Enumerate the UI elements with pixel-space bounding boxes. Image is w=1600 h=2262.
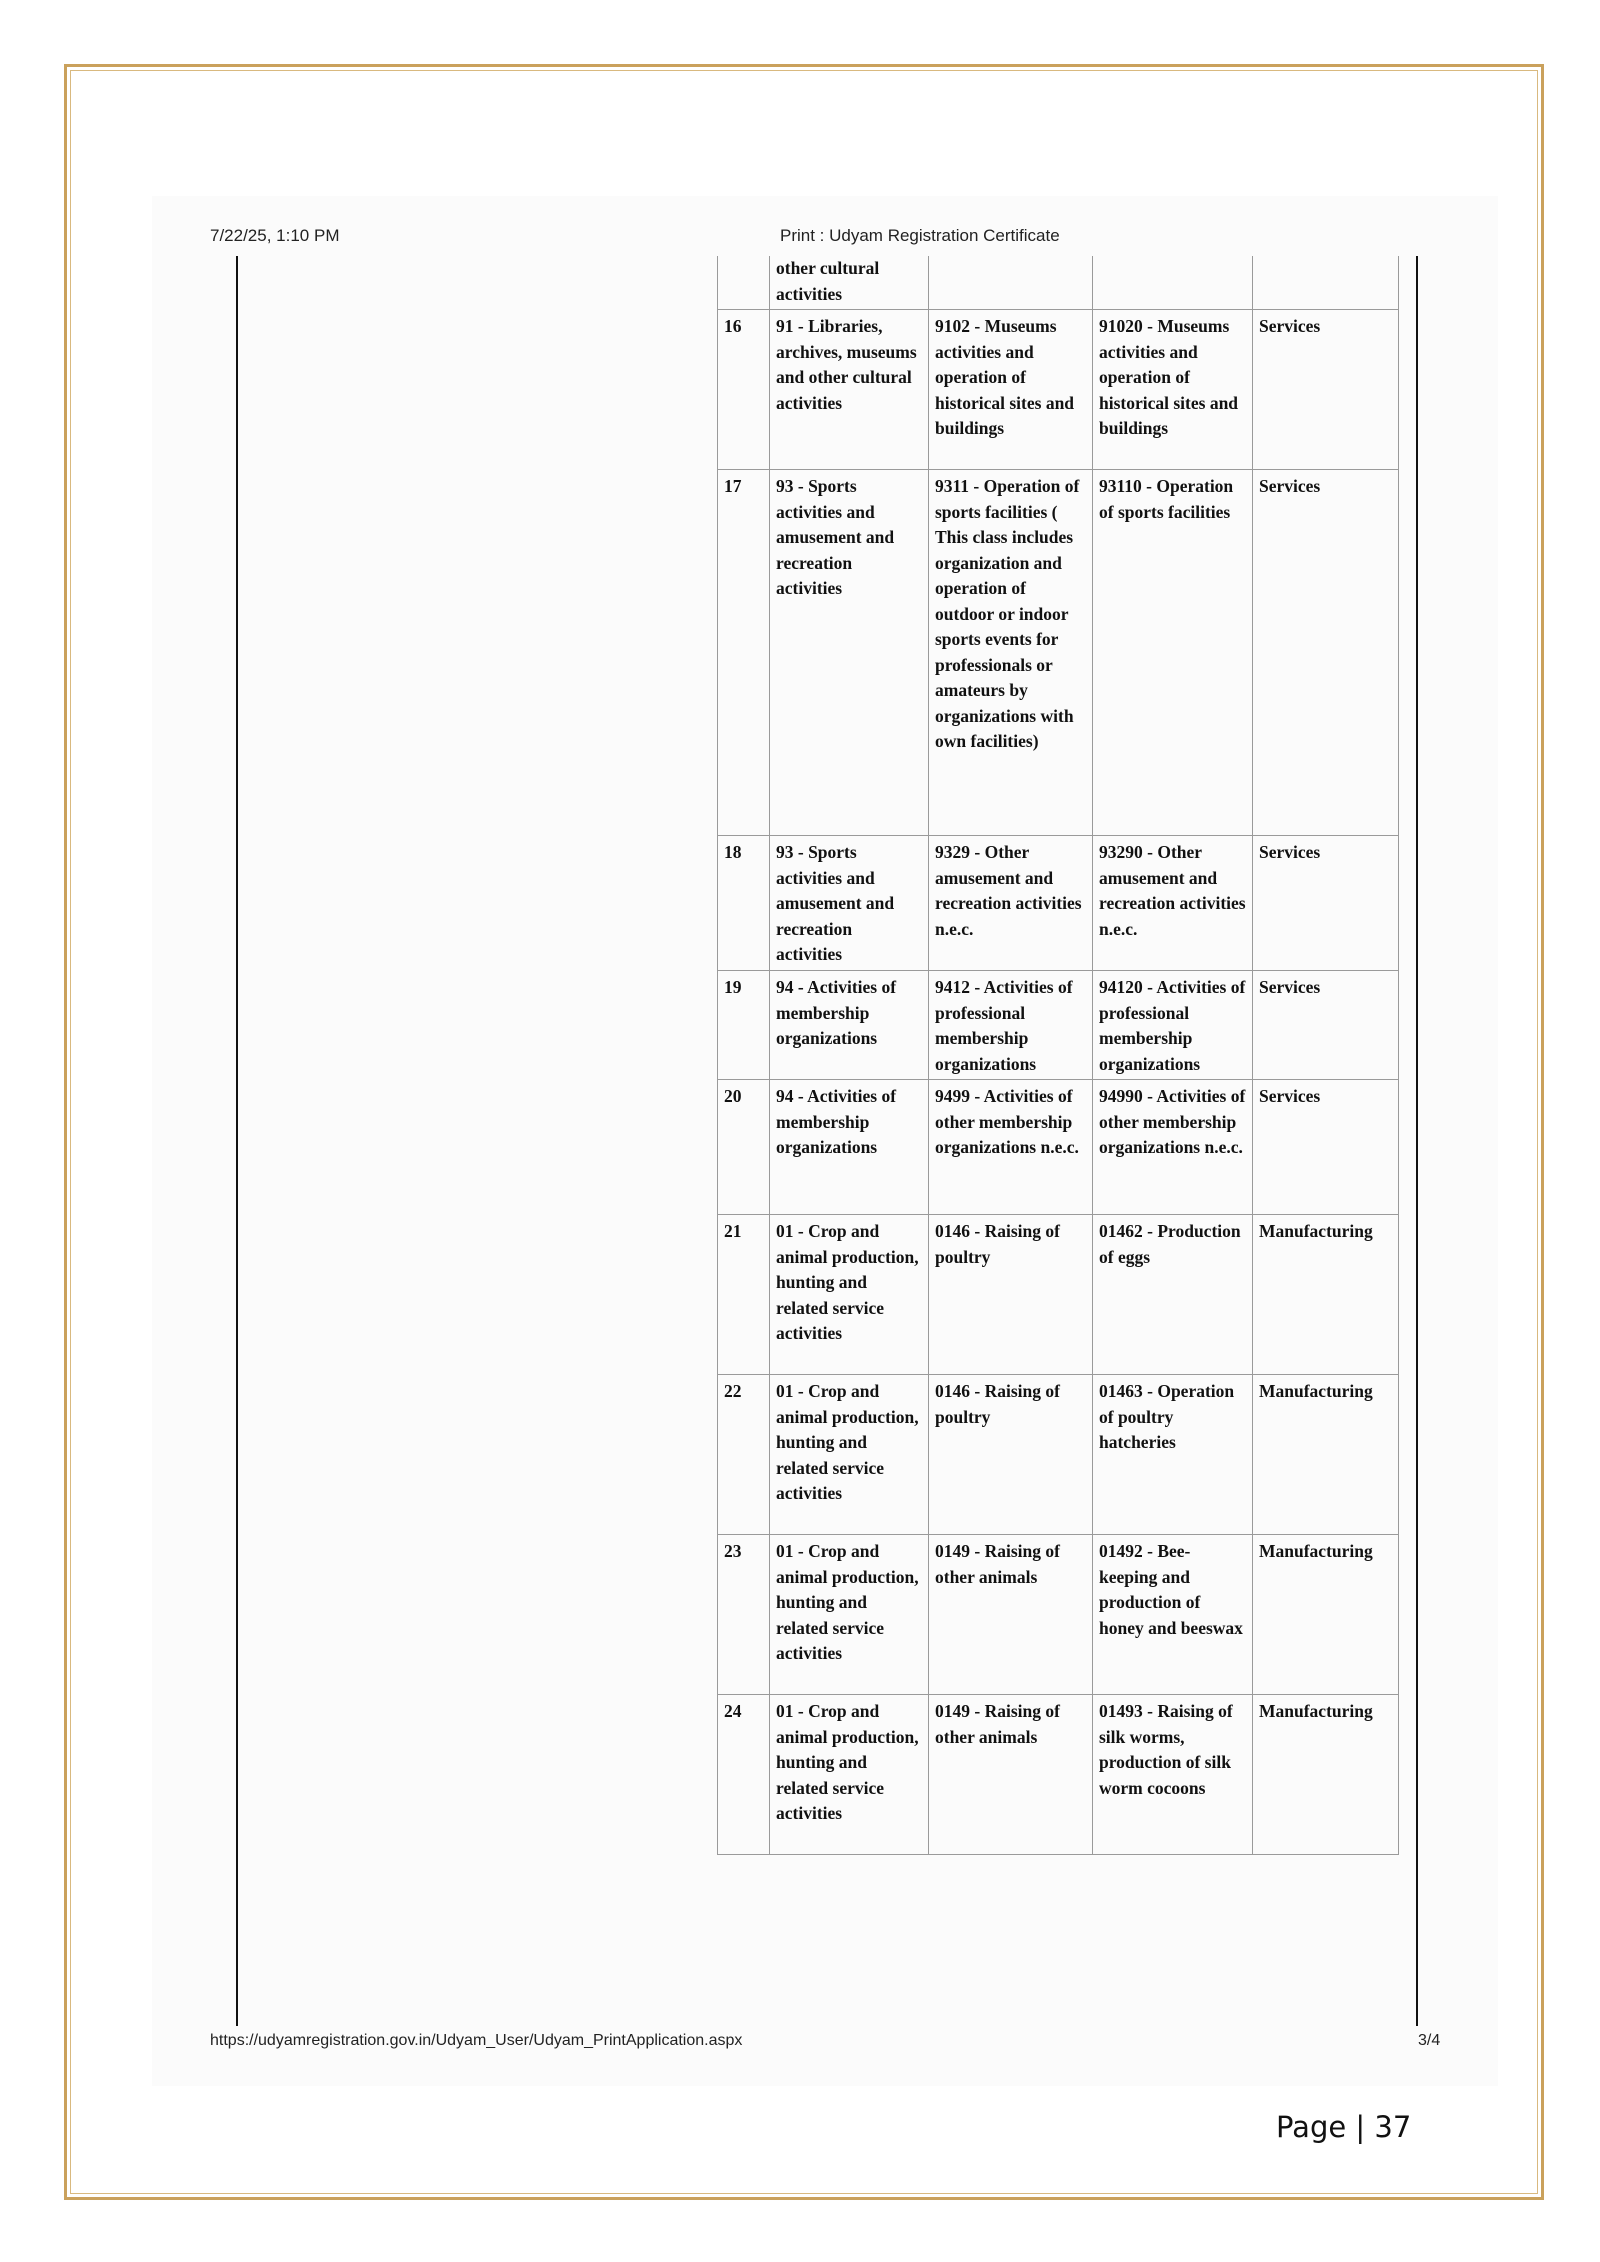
activity-cell bbox=[1253, 256, 1399, 310]
left-margin-line bbox=[236, 256, 238, 2026]
nic4-cell: 9329 - Other amusement and recreation activities n.e.c. bbox=[929, 836, 1093, 971]
sno-cell: 18 bbox=[718, 836, 770, 971]
print-title: Print : Udyam Registration Certificate bbox=[780, 226, 1060, 245]
table-row bbox=[718, 470, 1399, 836]
sno-cell: 20 bbox=[718, 1080, 770, 1215]
nic5-cell: 94120 - Activities of professional membership organizations bbox=[1093, 971, 1253, 1080]
nic4-cell: 0149 - Raising of other animals bbox=[929, 1535, 1093, 1695]
table-row bbox=[718, 1535, 1399, 1695]
nic4-cell: 0146 - Raising of poultry bbox=[929, 1375, 1093, 1535]
nic2-cell: other cultural activities bbox=[770, 256, 929, 310]
nic5-cell: 93110 - Operation of sports facilities bbox=[1093, 470, 1253, 836]
activity-cell: Manufacturing bbox=[1253, 1695, 1399, 1855]
sno-cell: 23 bbox=[718, 1535, 770, 1695]
activity-cell: Services bbox=[1253, 971, 1399, 1080]
nic2-cell: 91 - Libraries, archives, museums and other cultural activities bbox=[770, 310, 929, 470]
table-row-continuation bbox=[718, 256, 1399, 310]
print-url: https://udyamregistration.gov.in/Udyam_User/Udyam_PrintApplication.aspx bbox=[210, 2032, 743, 2049]
table-row bbox=[718, 1375, 1399, 1535]
right-margin-line bbox=[1416, 256, 1418, 2026]
nic5-cell: 01463 - Operation of poultry hatcheries bbox=[1093, 1375, 1253, 1535]
activity-cell: Services bbox=[1253, 470, 1399, 836]
nic4-cell: 9499 - Activities of other membership organizations n.e.c. bbox=[929, 1080, 1093, 1215]
nic4-cell: 9311 - Operation of sports facilities ( This class includes organization and operation of outdoor or indoor sports events for professionals or amateurs by organizations with own facilities) bbox=[929, 470, 1093, 836]
activity-cell: Manufacturing bbox=[1253, 1535, 1399, 1695]
table-row bbox=[718, 1080, 1399, 1215]
sno-cell: 16 bbox=[718, 310, 770, 470]
nic2-cell: 01 - Crop and animal production, hunting and related service activities bbox=[770, 1695, 929, 1855]
table-row bbox=[718, 310, 1399, 470]
nic4-cell: 9412 - Activities of professional membership organizations bbox=[929, 971, 1093, 1080]
nic5-cell: 01493 - Raising of silk worms, production of silk worm cocoons bbox=[1093, 1695, 1253, 1855]
page-number: Page | 37 bbox=[1276, 2110, 1412, 2144]
activity-cell: Manufacturing bbox=[1253, 1215, 1399, 1375]
activity-cell: Services bbox=[1253, 310, 1399, 470]
table-row bbox=[718, 971, 1399, 1080]
nic5-cell: 91020 - Museums activities and operation of historical sites and buildings bbox=[1093, 310, 1253, 470]
sno-cell: 22 bbox=[718, 1375, 770, 1535]
sno-cell: 19 bbox=[718, 971, 770, 1080]
nic2-cell: 94 - Activities of membership organizations bbox=[770, 971, 929, 1080]
nic2-cell: 93 - Sports activities and amusement and recreation activities bbox=[770, 836, 929, 971]
nic5-cell: 93290 - Other amusement and recreation activities n.e.c. bbox=[1093, 836, 1253, 971]
nic2-cell: 94 - Activities of membership organizations bbox=[770, 1080, 929, 1215]
nic2-cell: 01 - Crop and animal production, hunting and related service activities bbox=[770, 1535, 929, 1695]
sno-cell bbox=[718, 256, 770, 310]
nic5-cell: 01462 - Production of eggs bbox=[1093, 1215, 1253, 1375]
activity-cell: Services bbox=[1253, 1080, 1399, 1215]
print-datetime: 7/22/25, 1:10 PM bbox=[210, 226, 340, 245]
print-page-fraction: 3/4 bbox=[1418, 2032, 1441, 2049]
nic4-cell: 0149 - Raising of other animals bbox=[929, 1695, 1093, 1855]
table-row bbox=[718, 1215, 1399, 1375]
table-row bbox=[718, 836, 1399, 971]
nic2-cell: 01 - Crop and animal production, hunting and related service activities bbox=[770, 1215, 929, 1375]
nic4-cell bbox=[929, 256, 1093, 310]
nic-code-table bbox=[717, 256, 1399, 1855]
nic5-cell: 94990 - Activities of other membership organizations n.e.c. bbox=[1093, 1080, 1253, 1215]
nic5-cell: 01492 - Bee-keeping and production of honey and beeswax bbox=[1093, 1535, 1253, 1695]
sno-cell: 17 bbox=[718, 470, 770, 836]
nic2-cell: 93 - Sports activities and amusement and recreation activities bbox=[770, 470, 929, 836]
nic2-cell: 01 - Crop and animal production, hunting and related service activities bbox=[770, 1375, 929, 1535]
activity-cell: Services bbox=[1253, 836, 1399, 971]
sno-cell: 21 bbox=[718, 1215, 770, 1375]
table-row bbox=[718, 1695, 1399, 1855]
nic4-cell: 9102 - Museums activities and operation of historical sites and buildings bbox=[929, 310, 1093, 470]
nic5-cell bbox=[1093, 256, 1253, 310]
nic4-cell: 0146 - Raising of poultry bbox=[929, 1215, 1093, 1375]
sno-cell: 24 bbox=[718, 1695, 770, 1855]
activity-cell: Manufacturing bbox=[1253, 1375, 1399, 1535]
